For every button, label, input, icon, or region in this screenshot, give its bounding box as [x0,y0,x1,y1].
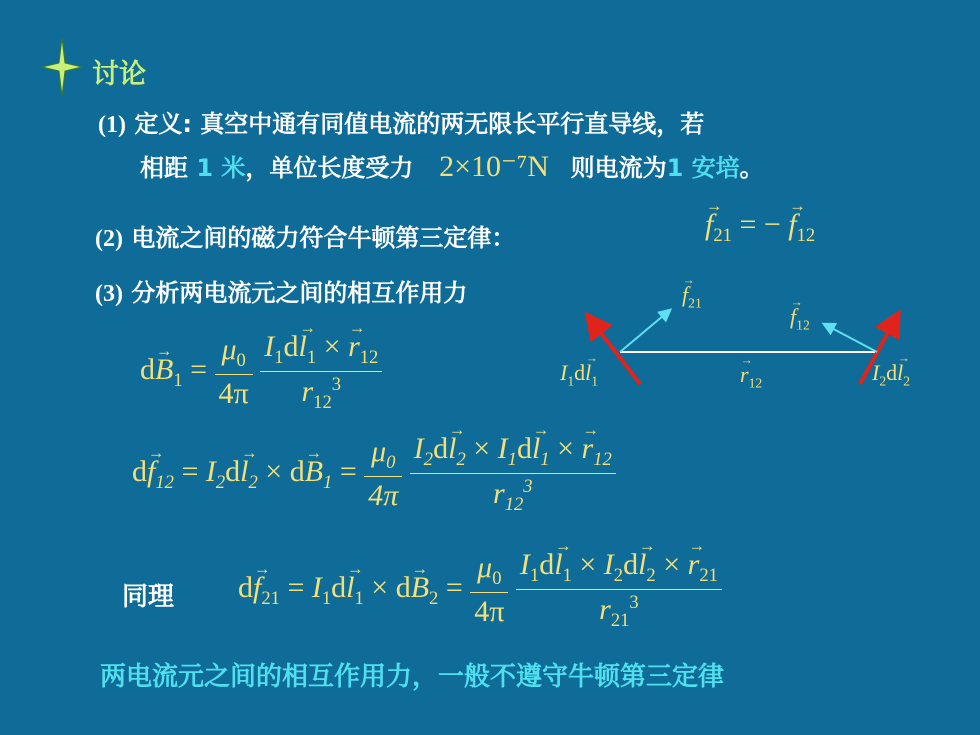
diagram-label-r12: → $r_{12}$ [740,362,762,391]
item1-current-text: 则电流为 [570,154,667,182]
item1-line2 [140,148,764,184]
item1-force-value: 2×10⁻⁷N [439,150,549,183]
item3-number: (3) [95,281,123,307]
diagram-label-f21: → $f_{21}$ [682,282,702,311]
newton-third-law-formula: → $f_{21}$ = − → $f_{12}$ [705,208,815,247]
item3-text: 分析两电流元之间的相互作用力 [131,279,468,307]
formula-df21: $d\to f_{21} = I_1d\to l_1 \times d\to B_2$ = $\frac{\mu_0}{4\pi}$ $\frac{I_1d\to l_1 \times I_2d\to l_2 \times \to r_{21}}{r_{21}^3}$ [238,548,722,632]
f21-arrow [620,310,670,352]
item1-number: (1) [98,112,126,138]
item2-text: 电流之间的磁力符合牛顿第三定律： [131,224,516,252]
item1-distance-prefix: 相距 [140,154,197,182]
item1-distance: 1 米 [196,154,246,182]
item1-line1 [98,104,704,139]
diagram-label-i1dl1: $I_1d\to l_1$ [560,360,598,389]
item2-line [95,218,515,253]
item1-force-text: ，单位长度受力 [245,154,414,182]
item1-definition: 定义: 真空中通有同值电流的两无限长平行直导线，若 [134,110,705,138]
diagram-label-i2dl2: $I_2d\to l_2$ [872,360,910,389]
item1-current: 1 安培 [666,154,740,182]
item1-end: 。 [739,154,764,182]
item3-line [95,273,467,308]
formula-dB1: $d\to B_1$ = $\frac{\mu_0}{4\pi}$ $\frac{I_1d\to l_1 \times \to r_{12}}{r_{12}^3}$ [140,330,382,414]
same-reason-label: 同理 [122,582,175,612]
conclusion-text: 两电流元之间的相互作用力，一般不遵守牛顿第三定律 [100,662,725,692]
formula-df12: $d\to f_{12} = I_2d\to l_2 \times d\to B_1$ = $\frac{\mu_0}{4\pi}$ $\frac{I_2d\to l_2 \times I_1d\to l_1 \times \to r_{12}}{r_{12}^3}$ [132,432,616,516]
diagram-label-f12: → $f_{12}$ [790,304,810,333]
section-heading: 讨论 [92,59,146,90]
star-bullet-icon [42,38,82,96]
f12-arrow [824,324,877,352]
item2-number: (2) [95,226,123,252]
